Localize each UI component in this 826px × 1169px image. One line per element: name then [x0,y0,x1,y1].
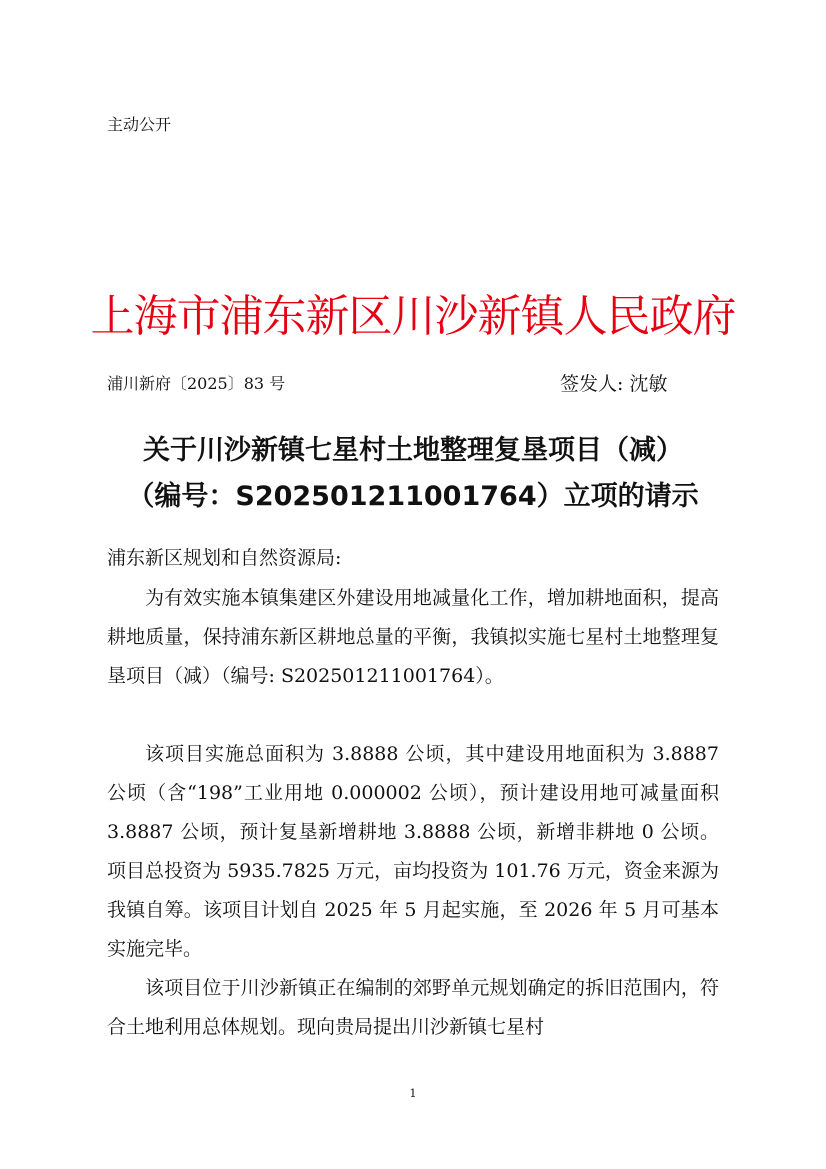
page-number: 1 [409,1087,417,1100]
body-paragraph-3: 该项目位于川沙新镇正在编制的郊野单元规划确定的拆旧范围内，符合土地利用总体规划。现向贵局提出川沙新镇七星村 [107,977,719,1038]
disclosure-label: 主动公开 [107,115,172,134]
document-number: 浦川新府〔2025〕83 号 [107,374,286,393]
signer-label: 签发人: [560,373,624,395]
document-title-line-1: 关于川沙新镇七星村土地整理复垦项目（减） [143,435,683,466]
issuer-masthead: 上海市浦东新区川沙新镇人民政府 [90,291,736,342]
body-paragraph-1: 为有效实施本镇集建区外建设用地减量化工作，增加耕地面积，提高耕地质量，保持浦东新区耕地总量的平衡，我镇拟实施七星村土地整理复垦项目（减）（编号: S202501211001764）。 [107,587,719,687]
document-title-line-2: （编号：S202501211001764）立项的请示 [127,481,699,512]
signer-name: 沈敏 [629,373,668,395]
addressee: 浦东新区规划和自然资源局: [107,547,342,569]
signer-line [560,369,667,396]
body-paragraph-2: 该项目实施总面积为 3.8888 公顷，其中建设用地面积为 3.8887 公顷（含“198”工业用地 0.000002 公顷），预计建设用地可减量面积 3.8887 公顷，预计复垦新增耕地 3.8888 公顷，新增非耕地 0 公顷。项目总投资为 5935.7825 万元，亩均投资为 101.76 万元，资金来源为我镇自筹。该项目计划自 2025 年 5 月起实施，至 2026 年 5 月可基本实施完毕。 [107,743,719,960]
